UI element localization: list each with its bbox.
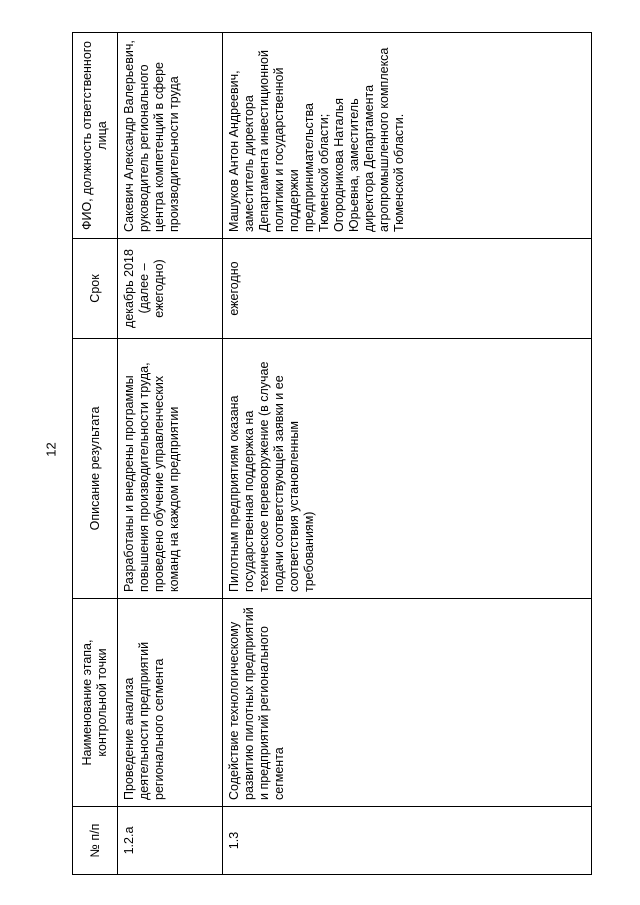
row-stage: Содействие технологическому развитию пилотных предприятий и предприятий регионального сегмента [223,599,592,807]
table-row [223,33,592,875]
row-result: Пилотным предприятиям оказана государственная поддержка на техническое перевооружение (в случае подачи соответствующей заявки и ее соответствия установленным требованиям) [223,339,592,599]
header-responsible: ФИО, должность ответственного лица [73,33,118,239]
row-result: Разработаны и внедрены программы повышения производительности труда, проведено обучение управленческих команд на каждом предприятии [118,339,223,599]
row-responsible: Машуков Антон Андреевич, заместитель директора Департамента инвестиционной политики и государственной поддержки предпринимательства Тюменской области; Огородникова Наталья Юрьевна, заместитель директора Департамента агропромышленного комплекса Тюменской области. [223,33,592,239]
table-header-row [73,33,118,875]
control-points-table [72,32,592,875]
table-row [118,33,223,875]
header-stage: Наименование этапа, контрольной точки [73,599,118,807]
row-deadline: декабрь 2018 (далее – ежегодно) [118,239,223,339]
row-responsible: Сакевич Александр Валерьевич, руководитель регионального центра компетенций в сфере производительности труда [118,33,223,239]
row-stage: Проведение анализа деятельности предприятий регионального сегмента [118,599,223,807]
header-num: № п/п [73,807,118,875]
row-deadline: ежегодно [223,239,592,339]
row-num: 1.2.а [118,807,223,875]
page-number: 12 [43,442,59,457]
row-num: 1.3 [223,807,592,875]
header-result: Описание результата [73,339,118,599]
rotated-table-frame [72,33,592,875]
header-deadline: Срок [73,239,118,339]
